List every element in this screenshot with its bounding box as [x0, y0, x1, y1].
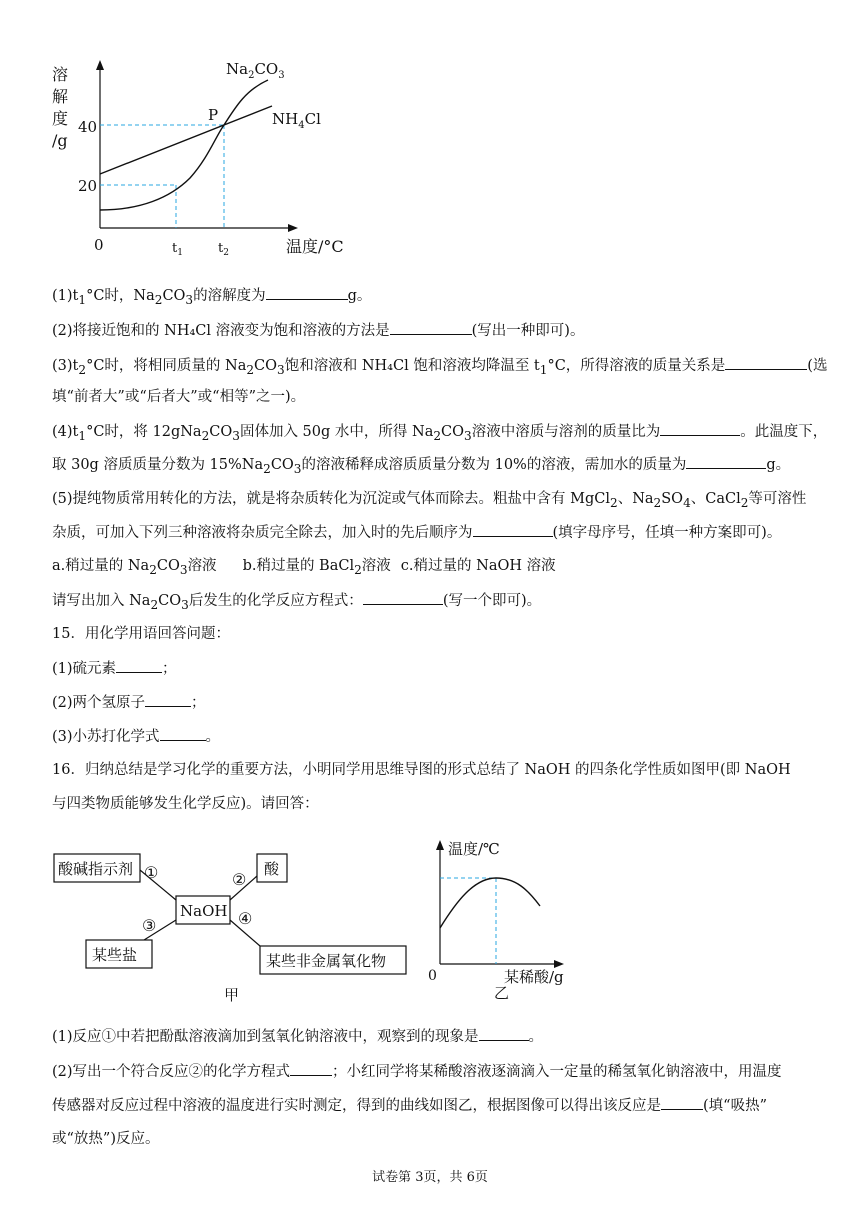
x-axis-arrow: [288, 224, 298, 232]
y-label-4: /g: [52, 131, 68, 150]
answer-blank[interactable]: [363, 590, 443, 605]
naoh-mind-map: [40, 840, 420, 1010]
marker-3: ③: [142, 916, 157, 935]
q14-4b: 取 30g 溶质质量分数为 $15\%Na_2CO_3$的溶液稀释成溶质质量分数为 10%的溶液，需加水的质量为 g。: [52, 454, 790, 479]
answer-blank[interactable]: [145, 692, 191, 707]
q14-3: $(3)t_2^\circ C$时，将相同质量的 $Na_2CO_3$饱和溶液和 NH₄Cl 饱和溶液均降温至 $t_1^\circ C$，所得溶液的质量关系是 (选: [52, 355, 827, 380]
marker-1: ①: [144, 863, 159, 882]
answer-blank[interactable]: [660, 421, 740, 436]
t-x-label: 某稀酸/g: [504, 968, 564, 986]
q14-4: $(4)t_1^\circ C$时，将 $12gNa_2CO_3$固体加入 50g 水中，所得 $Na_2CO_3$溶液中溶质与溶剂的质量比为 。此温度下，: [52, 421, 827, 446]
y-label-3: 度: [52, 109, 69, 128]
answer-blank[interactable]: [290, 1061, 332, 1076]
answer-blank[interactable]: [266, 285, 348, 300]
q15-1: (1)硫元素 ；: [52, 658, 177, 679]
answer-blank[interactable]: [661, 1095, 703, 1110]
nh4cl-line: [100, 106, 272, 174]
y-tick-20: 20: [78, 177, 98, 195]
answer-blank[interactable]: [686, 454, 766, 469]
t-y-axis-arrow: [436, 840, 444, 850]
q14-5b: 杂质，可加入下列三种溶液将杂质完全除去，加入时的先后顺序为 (填字母序号，任填一种方案即可)。: [52, 522, 781, 543]
box-nonmetal-oxide-label: 某些非金属氧化物: [266, 952, 387, 970]
q16-2c: 或“放热”)反应。: [52, 1131, 160, 1147]
y-label-2: 解: [52, 87, 69, 106]
figure-yi-caption: 乙: [494, 984, 510, 1002]
na2co3-curve: [100, 80, 268, 210]
origin-label: 0: [94, 236, 104, 254]
marker-2: ②: [232, 870, 247, 889]
point-p-label: P: [208, 106, 219, 124]
solubility-chart: [40, 50, 380, 270]
answer-blank[interactable]: [473, 522, 553, 537]
q14-3b: 填“前者大”或“后者大”或“相等”之一)。: [52, 389, 306, 405]
q15-stem: 15．用化学用语回答问题：: [52, 626, 230, 642]
answer-blank[interactable]: [390, 320, 472, 335]
answer-blank[interactable]: [725, 355, 807, 370]
q14-5c: a.稍过量的 $Na_2CO_3$溶液 b.稍过量的 BaCl$_2$溶液 c.稍过量的 NaOH 溶液: [52, 558, 556, 577]
q15-2: (2)两个氢原子 ；: [52, 692, 206, 713]
t-x-axis-arrow: [554, 960, 564, 968]
temperature-curve: [440, 878, 540, 928]
q14-1: $(1)t_1^\circ C$时，$Na_2CO_3$的溶解度为 g。: [52, 285, 371, 310]
q16-2: (2)写出一个符合反应②的化学方程式 ；小红同学将某稀酸溶液逐滴滴入一定量的稀氢氧化钠溶液中，用温度: [52, 1061, 782, 1082]
answer-blank[interactable]: [479, 1026, 529, 1041]
q14-2: (2)将接近饱和的 NH₄Cl 溶液变为饱和溶液的方法是 (写出一种即可)。: [52, 320, 584, 341]
q15-3: (3)小苏打化学式 。: [52, 726, 220, 747]
q14-5d: 请写出加入 $Na_2CO_3$后发生的化学反应方程式： (写一个即可)。: [52, 590, 541, 615]
q16-stem-b: 与四类物质能够发生化学反应)。请回答：: [52, 796, 319, 812]
x-axis-label: 温度/°C: [286, 237, 344, 256]
y-label-1: 溶: [52, 65, 69, 84]
page-footer: 试卷第 3页，共 6页: [372, 1170, 488, 1185]
na2co3-label: $Na_2CO_3$: [226, 60, 285, 81]
box-salt-label: 某些盐: [92, 946, 138, 964]
center-naoh-label: NaOH: [180, 902, 228, 920]
x-tick-t1: $t_1$: [172, 241, 183, 258]
q16-stem: 16．归纳总结是学习化学的重要方法，小明同学用思维导图的形式总结了 NaOH 的四条化学性质如图甲(即 NaOH: [52, 762, 791, 778]
q14-5: (5)提纯物质常用转化的方法，就是将杂质转化为沉淀或气体而除去。粗盐中含有 MgCl$_2$、$Na_2SO_4$、CaCl$_2$等可溶性: [52, 491, 807, 510]
t-y-label: 温度/℃: [448, 840, 500, 858]
marker-4: ④: [238, 909, 253, 928]
y-tick-40: 40: [78, 118, 98, 136]
figure-jia-caption: 甲: [224, 986, 240, 1004]
answer-blank[interactable]: [116, 658, 162, 673]
box-indicator-label: 酸碱指示剂: [58, 860, 134, 878]
nh4cl-label: $NH_4Cl$: [272, 110, 321, 131]
box-acid-label: 酸: [264, 860, 280, 878]
x-tick-t2: $t_2$: [218, 241, 229, 258]
y-axis-arrow: [96, 60, 104, 70]
t-origin: 0: [428, 968, 437, 984]
q16-1: (1)反应①中若把酚酞溶液滴加到氢氧化钠溶液中，观察到的现象是 。: [52, 1026, 543, 1047]
temperature-chart: [420, 832, 580, 1002]
answer-blank[interactable]: [160, 726, 206, 741]
q16-2b: 传感器对反应过程中溶液的温度进行实时测定，得到的曲线如图乙，根据图像可以得出该反应是 (填“吸热”: [52, 1095, 767, 1116]
